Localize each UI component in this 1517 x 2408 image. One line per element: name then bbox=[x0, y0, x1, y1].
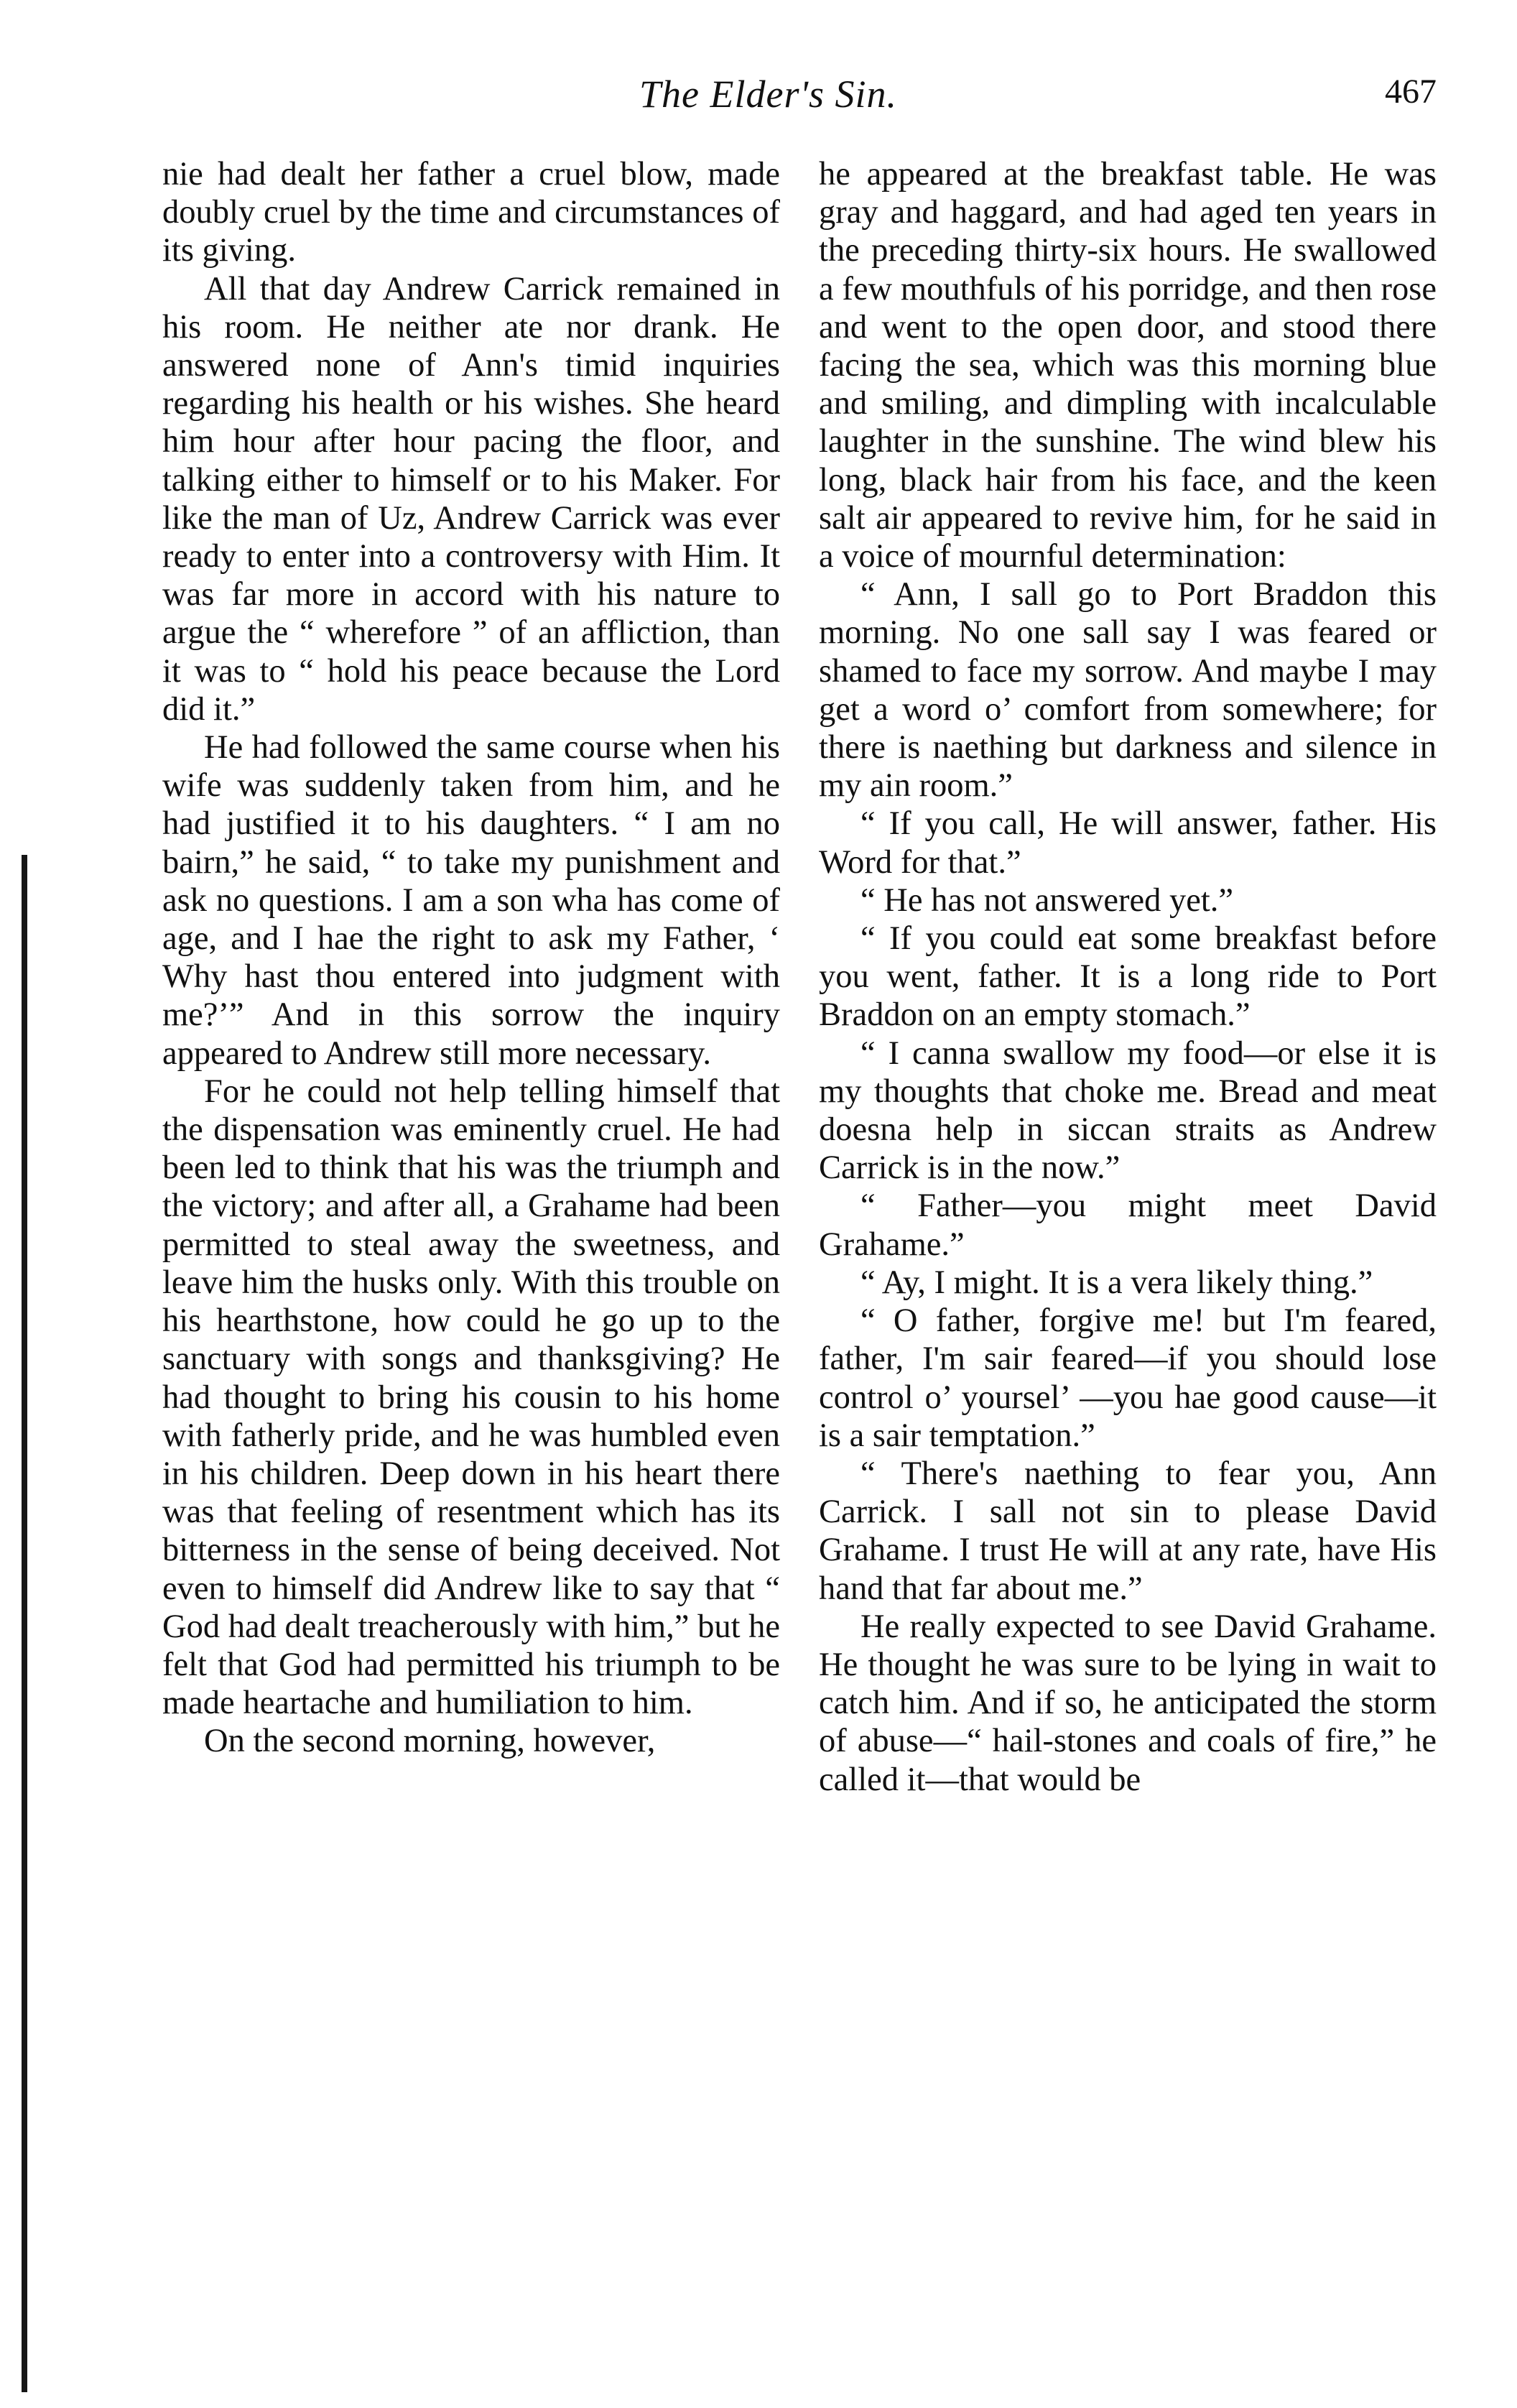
paragraph: On the second morning, however, bbox=[204, 1723, 656, 1760]
page-number: 467 bbox=[1385, 73, 1437, 111]
paragraph: he appeared at the breakfast table. He was gray and haggard, and had aged ten years in the preceding thirty-six hours. He swallowed a few mouthfuls of his porridge, and then rose and went to the open door, and stood there facing the sea, which was this morning blue and smiling, and dimpling with incalculable laughter in the sunshine. The wind blew his long, black hair from his face, and the keen salt air appeared to revive him, for he said in a voice of mournful determination: bbox=[819, 156, 1437, 575]
paragraph: For he could not help telling himself that the dispensation was eminently cruel. He had been led to think that his was the triumph and the victory; and after all, a Grahame had been permitted to steal away the sweetness, and leave him the husks only. With this trouble on his hearthstone, how could he go up to the sanctuary with songs and thanksgiving? He had thought to bring his cousin to his home with fatherly pride, and he was humbled even in his children. Deep down in his heart there was that feeling of resentment which has its bitterness in the sense of being deceived. Not even to himself did Andrew like to say that “ God had dealt treacherously with him,” but he felt that God had permitted his triumph to be made heartache and humiliation to him. bbox=[162, 1073, 781, 1722]
paragraph: “ O father, forgive me! but I'm feared, father, I'm sair feared—if you should lose control o’ yoursel’ —you hae good cause—it is a sair temptation.” bbox=[819, 1302, 1437, 1454]
paragraph: “ He has not answered yet.” bbox=[860, 881, 1234, 919]
right-column bbox=[819, 155, 1437, 1799]
page-edge-shadow bbox=[22, 855, 27, 2392]
paragraph: All that day Andrew Carrick remained in his room. He neither ate nor drank. He answered none of Ann's timid inquiries regarding his health or his wishes. She heard him hour after hour pacing the floor, and talking either to himself or to his Maker. For like the man of Uz, Andrew Carrick was ever ready to enter into a controversy with Him. It was far more in accord with his nature to argue the “ wherefore ” of an affliction, than it was to “ hold his peace because the Lord did it.” bbox=[162, 270, 780, 728]
paragraph: “ Father—you might meet David Grahame.” bbox=[819, 1187, 1437, 1263]
paragraph: “ If you could eat some breakfast before you went, father. It is a long ride to Port Braddon on an empty stomach.” bbox=[819, 920, 1437, 1034]
paragraph: “ Ann, I sall go to Port Braddon this morning. No one sall say I was feared or shamed to face my sorrow. And maybe I may get a word o’ comfort from somewhere; for there is naething but darkness and silence in my ain room.” bbox=[819, 576, 1437, 805]
paragraph: “ Ay, I might. It is a vera likely thing.” bbox=[860, 1264, 1373, 1301]
running-title: The Elder's Sin. bbox=[639, 73, 898, 116]
paragraph: “ There's naething to fear you, Ann Carrick. I sall not sin to please David Grahame. I trust He will at any rate, have His hand that far about me.” bbox=[819, 1455, 1437, 1607]
paragraph: He really expected to see David Grahame. He thought he was sure to be lying in wait to catch him. And if so, he anticipated the storm of abuse—“ hail-stones and coals of fire,” he called it—that would be bbox=[819, 1608, 1437, 1798]
paragraph: He had followed the same course when his wife was suddenly taken from him, and he had justified it to his daughters. “ I am no bairn,” he said, “ to take my punishment and ask no questions. I am a son wha has come of age, and I hae the right to ask my Father, ‘ Why hast thou entered into judgment with me?’” And in this sorrow the inquiry appeared to Andrew still more necessary. bbox=[162, 729, 780, 1072]
running-head bbox=[158, 72, 1437, 129]
paragraph: nie had dealt her father a cruel blow, made doubly cruel by the time and circumstances of its giving. bbox=[162, 156, 780, 269]
paragraph: “ If you call, He will answer, father. His Word for that.” bbox=[819, 805, 1437, 881]
paragraph: “ I canna swallow my food—or else it is my thoughts that choke me. Bread and meat doesna help in siccan straits as Andrew Carrick is in the now.” bbox=[819, 1034, 1437, 1187]
left-column bbox=[162, 155, 780, 1761]
